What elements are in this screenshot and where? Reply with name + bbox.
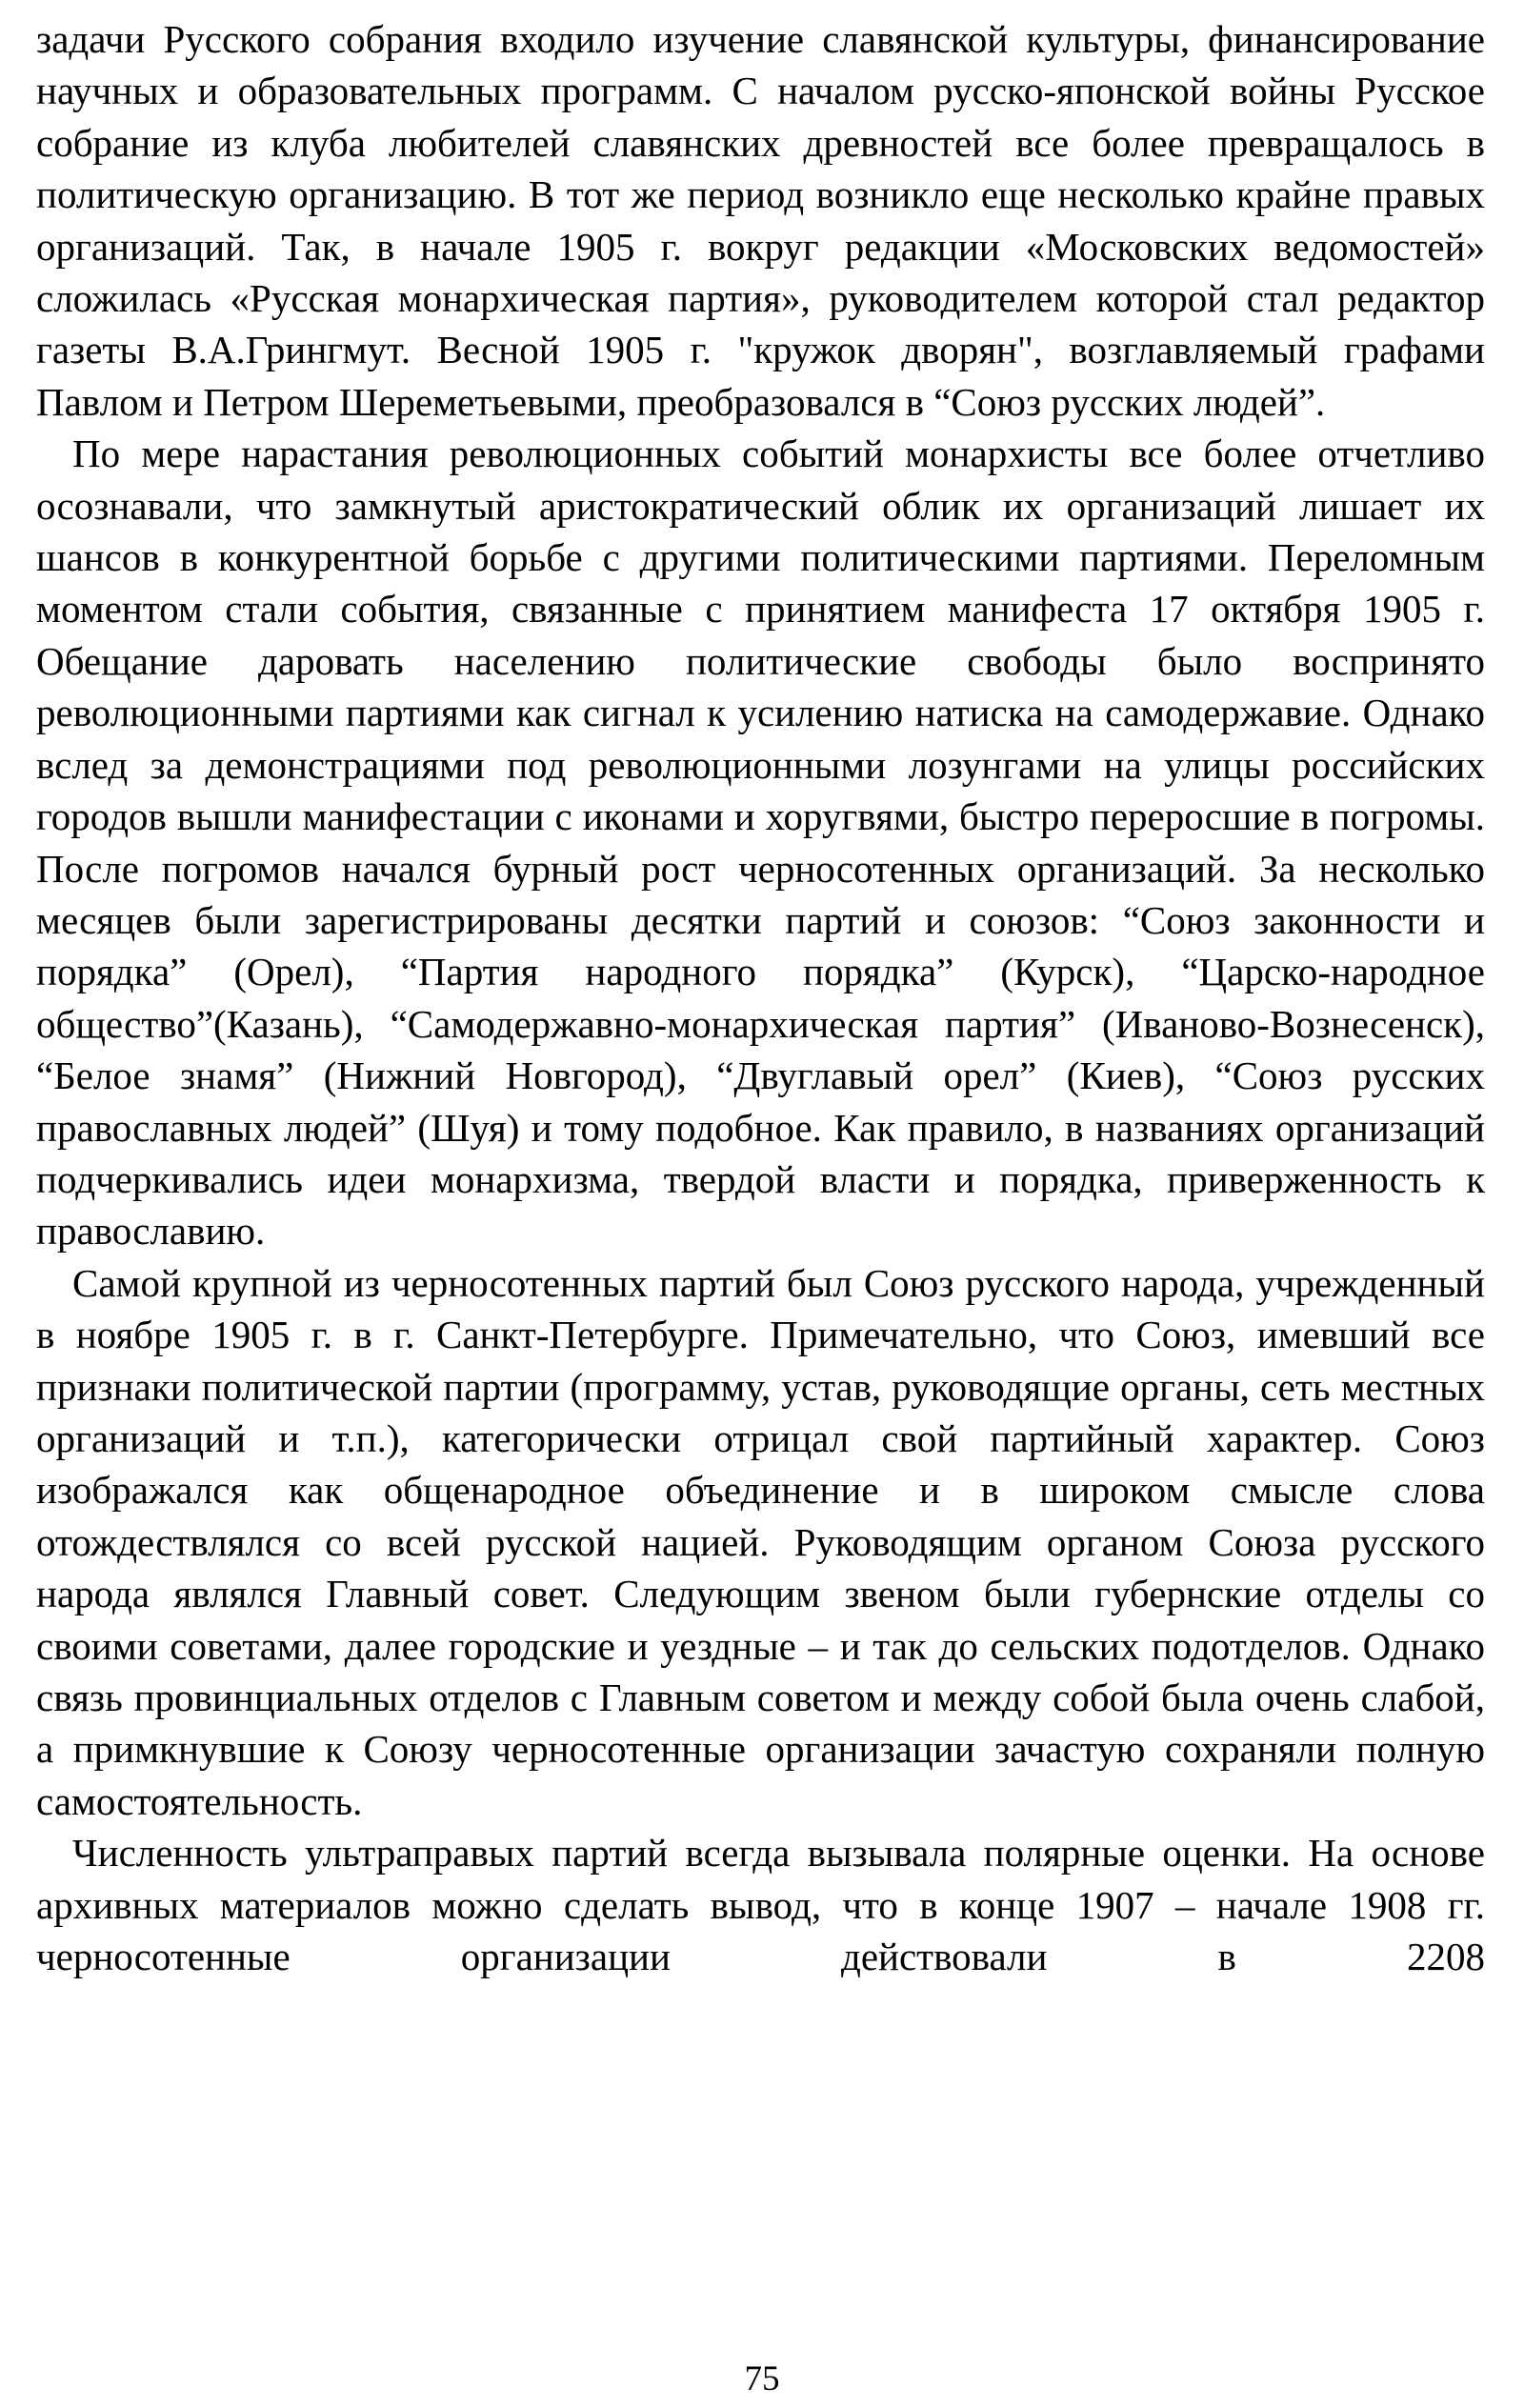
paragraph-1: задачи Русского собрания входило изучение славянской культуры, финансирование научных и образовательных программ. С началом русско-японской войны Русское собрание из клуба любителей славянских древностей все более превращалось в политическую организацию. В тот же период возникло еще несколько крайне правых организаций. Так, в начале 1905 г. вокруг редакции «Московских ведомостей» сложилась «Русская монархическая партия», руководителем которой стал редактор газеты В.А.Грингмут. Весной 1905 г. "кружок дворян", возглавляемый графами Павлом и Петром Шереметьевыми, преобразовался в “Союз русских людей”.: [36, 17, 1485, 424]
page-number: 75: [744, 2359, 780, 2398]
paragraph-4: Численность ультраправых партий всегда вызывала полярные оценки. На основе архивных материалов можно сделать вывод, что в конце 1907 – начале 1908 гг. черносотенные организации действовали в 2208: [36, 1831, 1485, 1979]
paragraph-2: По мере нарастания революционных событий монархисты все более отчетливо осознавали, что замкнутый аристократический облик их организаций лишает их шансов в конкурентной борьбе с другими политическими партиями. Переломным моментом стали события, связанные с принятием манифеста 17 октября 1905 г. Обещание даровать населению политические свободы было воспринято революционными партиями как сигнал к усилению натиска на самодержавие. Однако вслед за демонстрациями под революционными лозунгами на улицы российских городов вышли манифестации с иконами и хоругвями, быстро переросшие в погромы. После погромов начался бурный рост черносотенных организаций. За несколько месяцев были зарегистрированы десятки партий и союзов: “Союз законности и порядка” (Орел), “Партия народного порядка” (Курск), “Царско-народное общество”(Казань), “Самодержавно-монархическая партия” (Иваново-Вознесенск), “Белое знамя” (Нижний Новгород), “Двуглавый орел” (Киев), “Союз русских православных людей” (Шуя) и тому подобное. Как правило, в названиях организаций подчеркивались идеи монархизма, твердой власти и порядка, приверженность к православию.: [36, 431, 1485, 1254]
page-body: [36, 13, 1485, 1982]
paragraph-3: Самой крупной из черносотенных партий был Союз русского народа, учрежденный в ноябре 1905 г. в г. Санкт-Петербурге. Примечательно, что Союз, имевший все признаки политической партии (программу, устав, руководящие органы, сеть местных организаций и т.п.), категорически отрицал свой партийный характер. Союз изображался как общенародное объединение и в широком смысле слова отождествлялся со всей русской нацией. Руководящим органом Союза русского народа являлся Главный совет. Следующим звеном были губернские отделы со своими советами, далее городские и уездные – и так до сельских подотделов. Однако связь провинциальных отделов с Главным советом и между собой была очень слабой, а примкнувшие к Союзу черносотенные организации зачастую сохраняли полную самостоятельность.: [36, 1260, 1485, 1823]
